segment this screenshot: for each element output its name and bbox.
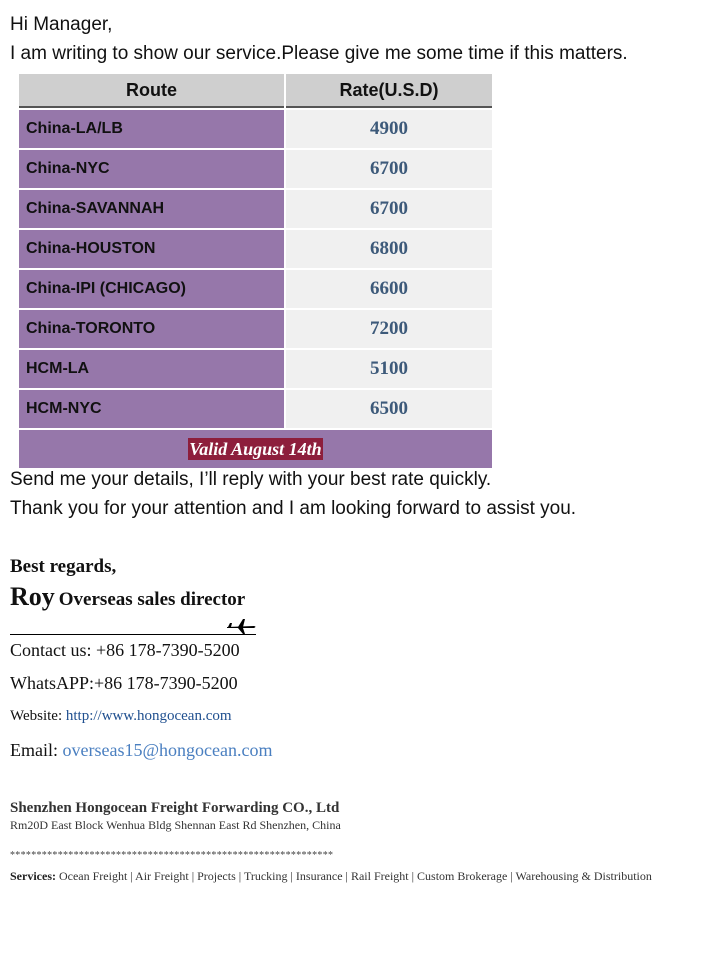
valid-date-label: Valid August 14th — [189, 438, 322, 459]
services-label: Services: — [10, 869, 56, 883]
route-cell: HCM-LA — [19, 350, 284, 388]
table-row — [19, 190, 492, 228]
table-row — [19, 230, 492, 268]
rate-table — [17, 72, 494, 470]
rate-cell: 6600 — [286, 270, 492, 308]
email-link[interactable]: overseas15@hongocean.com — [62, 740, 273, 760]
details-text: Send me your details, I’ll reply with your best rate quickly. — [10, 469, 492, 490]
website-link[interactable]: http://www.hongocean.com — [65, 708, 232, 724]
valid-row — [19, 430, 492, 468]
table-row — [19, 310, 492, 348]
greeting: Hi Manager, — [10, 14, 113, 35]
company-address: Rm20D East Block Wenhua Bldg Shennan East Rd Shenzhen, China — [10, 818, 341, 832]
rate-cell: 4900 — [286, 110, 492, 148]
rate-cell: 6700 — [286, 150, 492, 188]
website-line — [10, 708, 232, 725]
services-line — [10, 869, 652, 884]
intro-text: I am writing to show our service.Please give me some time if this matters. — [10, 43, 628, 64]
email-label: Email: — [10, 740, 63, 760]
sender-name: Roy — [10, 582, 55, 611]
route-cell: China-HOUSTON — [19, 230, 284, 268]
table-row — [19, 350, 492, 388]
table-header-row — [19, 74, 492, 108]
rate-cell: 6700 — [286, 190, 492, 228]
route-header: Route — [19, 74, 284, 108]
signature-divider — [10, 634, 256, 635]
rate-cell: 5100 — [286, 350, 492, 388]
route-cell: China-NYC — [19, 150, 284, 188]
route-cell: China-IPI (CHICAGO) — [19, 270, 284, 308]
table-row — [19, 150, 492, 188]
best-regards: Best regards, — [10, 556, 117, 577]
services-list: Ocean Freight | Air Freight | Projects | Trucking | Insurance | Rail Freight | Custom Brokerage | Warehousing & Distribution — [55, 869, 652, 883]
email-line — [10, 740, 273, 761]
table-row — [19, 110, 492, 148]
whatsapp-phone: WhatsAPP:+86 178-7390-5200 — [10, 673, 238, 693]
signature-name-line — [10, 582, 245, 612]
route-cell: China-SAVANNAH — [19, 190, 284, 228]
valid-cell — [19, 430, 492, 468]
contact-phone: Contact us: +86 178-7390-5200 — [10, 640, 240, 660]
table-row — [19, 390, 492, 428]
sender-title: Overseas sales director — [58, 589, 246, 610]
rate-header: Rate(U.S.D) — [286, 74, 492, 108]
website-label: Website: — [10, 708, 66, 724]
rate-cell: 6800 — [286, 230, 492, 268]
route-cell: HCM-NYC — [19, 390, 284, 428]
table-row — [19, 270, 492, 308]
separator-stars: ************************************************************* — [10, 850, 334, 861]
rate-cell: 6500 — [286, 390, 492, 428]
route-cell: China-LA/LB — [19, 110, 284, 148]
airplane-icon — [226, 618, 258, 636]
company-name: Shenzhen Hongocean Freight Forwarding CO., Ltd — [10, 800, 340, 816]
thanks-text: Thank you for your attention and I am looking forward to assist you. — [10, 498, 577, 519]
route-cell: China-TORONTO — [19, 310, 284, 348]
rate-cell: 7200 — [286, 310, 492, 348]
